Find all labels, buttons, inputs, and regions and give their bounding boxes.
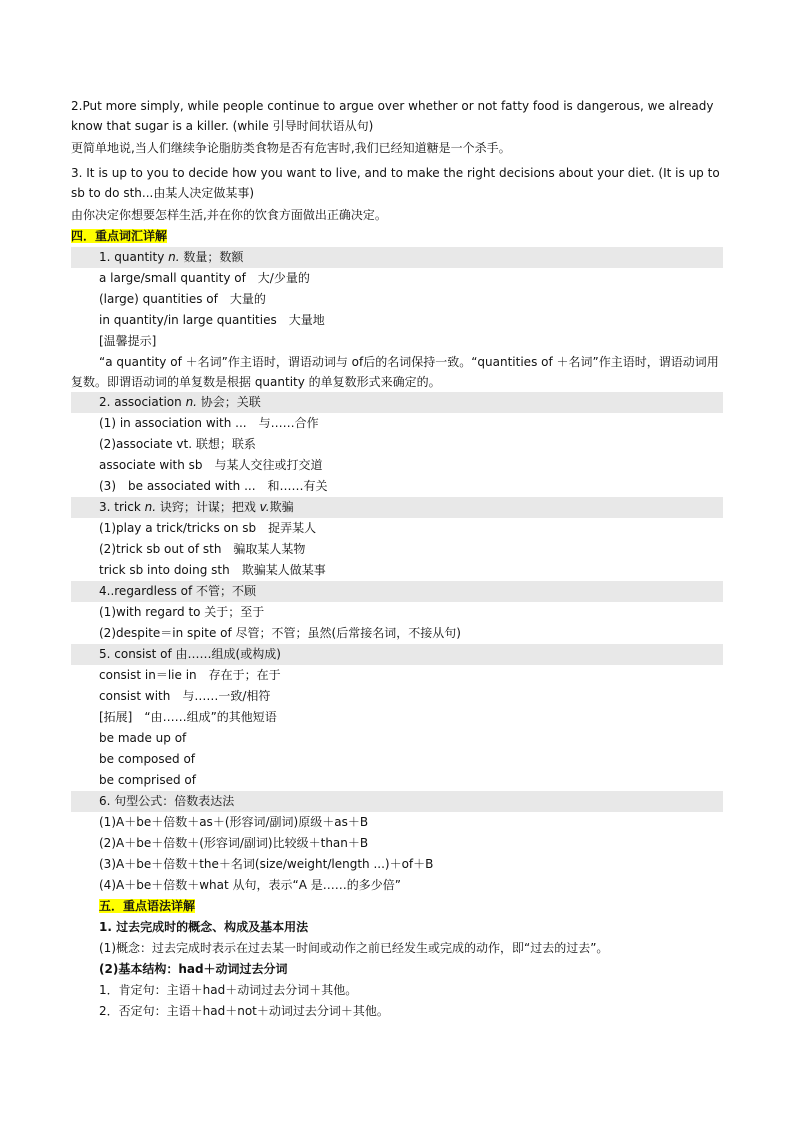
grammar-structure: (2)基本结构：had＋动词过去分词 (99, 962, 288, 976)
extension-label: [拓展] “由……组成”的其他短语 (99, 710, 277, 724)
vocab-heading-multiples: 6. 句型公式：倍数表达法 (71, 791, 723, 812)
section-4-heading-row (71, 226, 723, 247)
section-5-heading: 五．重点语法详解 (99, 899, 196, 913)
grammar-subheading: 1. 过去完成时的概念、构成及基本用法 (99, 920, 309, 934)
formula-line: (2)A＋be＋倍数＋(形容词/副词)比较级＋than＋B (99, 836, 369, 850)
section-4-heading: 四．重点词汇详解 (71, 229, 168, 243)
vocab-phrase: (2)associate vt. 联想；联系 (99, 437, 256, 451)
vocab-phrase: (1) in association with ... 与……合作 (99, 416, 319, 430)
vocab-heading-trick: 3. trick n. 诀窍；计谋；把戏 v.欺骗 (71, 497, 723, 518)
tip-label: [温馨提示] (99, 334, 157, 348)
vocab-phrase: consist in＝lie in 存在于；在于 (99, 668, 281, 682)
tip-text: “a quantity of ＋名词”作主语时，谓语动词与 of后的名词保持一致。“quantities of ＋名词”作主语时，谓语动词用复数。即谓语动词的单复数是根据 quantity 的单复数形式来确定的。 (71, 355, 719, 389)
vocab-phrase: trick sb into doing sth 欺骗某人做某事 (99, 563, 326, 577)
vocab-phrase: be comprised of (99, 773, 196, 787)
vocab-phrase: (2)trick sb out of sth 骗取某人某物 (99, 542, 306, 556)
vocab-phrase: be composed of (99, 752, 196, 766)
vocab-phrase: (3) be associated with ... 和……有关 (99, 479, 328, 493)
document-content (71, 96, 723, 1022)
grammar-affirmative: 1．肯定句：主语＋had＋动词过去分词＋其他。 (99, 983, 358, 997)
vocab-heading-consist: 5. consist of 由……组成(或构成) (71, 644, 723, 665)
vocab-heading-quantity: 1. quantity n. 数量；数额 (71, 247, 723, 268)
sentence-2-chinese: 更简单地说,当人们继续争论脂肪类食物是否有危害时,我们已经知道糖是一个杀手。 (71, 141, 511, 155)
sentence-2-english: 2.Put more simply, while people continue to argue over whether or not fatty food is dangerous, we already know that sugar is a killer. (while 引导时间状语从句) (71, 99, 714, 133)
vocab-phrase: (1)play a trick/tricks on sb 捉弄某人 (99, 521, 317, 535)
grammar-concept: (1)概念：过去完成时表示在过去某一时间或动作之前已经发生或完成的动作，即“过去的过去”。 (99, 941, 609, 955)
grammar-negative: 2．否定句：主语＋had＋not＋动词过去分词＋其他。 (99, 1004, 389, 1018)
formula-line: (3)A＋be＋倍数＋the＋名词(size/weight/length ...)＋of＋B (99, 857, 434, 871)
formula-line: (1)A＋be＋倍数＋as＋(形容词/副词)原级＋as＋B (99, 815, 369, 829)
sentence-3-chinese: 由你决定你想要怎样生活,并在你的饮食方面做出正确决定。 (71, 208, 387, 222)
formula-line: (4)A＋be＋倍数＋what 从句，表示“A 是……的多少倍” (99, 878, 401, 892)
vocab-phrase: consist with 与……一致/相符 (99, 689, 271, 703)
vocab-phrase: (1)with regard to 关于；至于 (99, 605, 265, 619)
section-5-heading-row (71, 896, 723, 917)
vocab-phrase: (large) quantities of 大量的 (99, 292, 266, 306)
vocab-phrase: in quantity/in large quantities 大量地 (99, 313, 325, 327)
sentence-3-english: 3. It is up to you to decide how you want to live, and to make the right decisions about your diet. (It is up to sb to do sth...由某人决定做某事) (71, 166, 720, 200)
vocab-heading-regardless: 4..regardless of 不管；不顾 (71, 581, 723, 602)
vocab-phrase: a large/small quantity of 大/少量的 (99, 271, 310, 285)
vocab-phrase: associate with sb 与某人交往或打交道 (99, 458, 323, 472)
vocab-phrase: be made up of (99, 731, 187, 745)
vocab-heading-association: 2. association n. 协会；关联 (71, 392, 723, 413)
vocab-phrase: (2)despite＝in spite of 尽管；不管；虽然(后常接名词，不接从句) (99, 626, 461, 640)
